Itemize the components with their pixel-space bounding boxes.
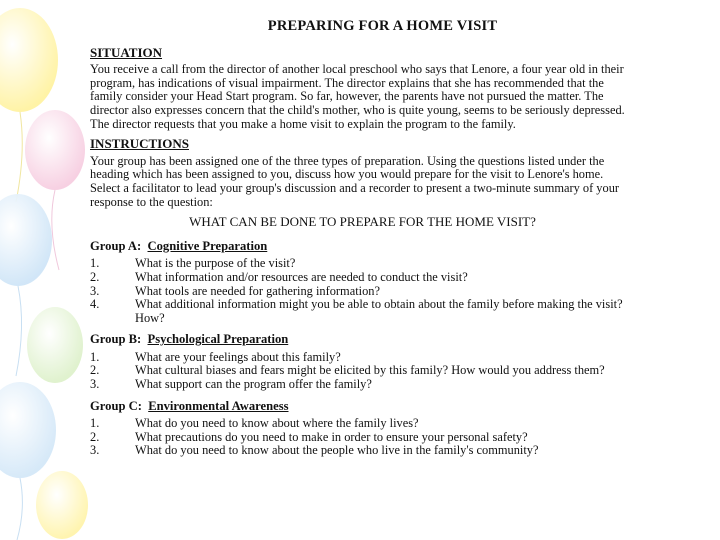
list-item xyxy=(90,257,635,271)
list-item xyxy=(90,431,635,445)
group-label: Group A: xyxy=(90,238,142,253)
handout-document xyxy=(90,20,635,466)
item-number: 3. xyxy=(90,443,100,458)
item-text: What cultural biases and fears might be elicited by this family? How would you address them? xyxy=(135,363,605,378)
instructions-heading: INSTRUCTIONS xyxy=(90,136,189,152)
item-text: What support can the program offer the family? xyxy=(135,377,372,392)
item-text: What information and/or resources are needed to conduct the visit? xyxy=(135,269,468,284)
list-item xyxy=(90,285,635,299)
item-number: 1. xyxy=(90,349,100,364)
group-name: Cognitive Preparation xyxy=(147,238,268,253)
situation-heading: SITUATION xyxy=(90,44,163,60)
group-a xyxy=(90,240,635,326)
group-label: Group C: xyxy=(90,398,142,413)
item-number: 1. xyxy=(90,416,100,431)
group-name: Environmental Awareness xyxy=(148,398,289,413)
item-text: What do you need to know about where the family lives? xyxy=(135,416,419,431)
list-item xyxy=(90,444,635,458)
item-number: 3. xyxy=(90,377,100,392)
group-heading xyxy=(90,333,635,347)
balloon-yellow-bottom xyxy=(36,471,88,539)
instructions-text: Your group has been assigned one of the three types of preparation. Using the questions listed under the heading which has been assigned to you, discuss how you would prepare for the visit to Lenore's home. Select a facilitator to lead your group's discussion and a recorder to present a two-minute summary of your response to the question: xyxy=(90,153,620,209)
item-number: 3. xyxy=(90,283,100,298)
question-list xyxy=(90,257,635,325)
item-number: 2. xyxy=(90,429,100,444)
balloon-green xyxy=(27,307,83,383)
situation-text: You receive a call from the director of another local preschool who says that Lenore, a four year old in their program, has indications of visual impairment. The director explains that she has recommended that the family consider your Head Start program. So far, however, the parents have not pursued the matter. The director also expresses concern that the child's mother, who is quite young, seems to be seriously depressed. The director requests that you make a home visit to explain the program to the family. xyxy=(90,62,625,131)
list-item xyxy=(90,364,635,378)
balloon-decoration xyxy=(0,0,90,540)
list-item xyxy=(90,417,635,431)
group-b xyxy=(90,333,635,391)
item-text: What do you need to know about the people who live in the family's community? xyxy=(135,443,539,458)
item-number: 2. xyxy=(90,363,100,378)
list-item xyxy=(90,298,635,325)
group-label: Group B: xyxy=(90,332,142,347)
item-text: What precautions do you need to make in order to ensure your personal safety? xyxy=(135,429,528,444)
page-title: PREPARING FOR A HOME VISIT xyxy=(267,18,498,34)
item-number: 4. xyxy=(90,297,100,312)
central-question: WHAT CAN BE DONE TO PREPARE FOR THE HOME VISIT? xyxy=(189,214,536,230)
list-item xyxy=(90,351,635,365)
group-heading xyxy=(90,400,635,414)
question-list xyxy=(90,417,635,458)
list-item xyxy=(90,378,635,392)
item-text: What are your feelings about this family? xyxy=(135,349,341,364)
group-heading xyxy=(90,240,635,254)
item-number: 2. xyxy=(90,269,100,284)
item-text: What tools are needed for gathering information? xyxy=(135,283,380,298)
question-list xyxy=(90,351,635,392)
group-name: Psychological Preparation xyxy=(147,332,289,347)
item-text: What additional information might you be able to obtain about the family before making the visit? How? xyxy=(135,297,623,325)
item-text: What is the purpose of the visit? xyxy=(135,256,296,271)
group-c xyxy=(90,400,635,458)
item-number: 1. xyxy=(90,256,100,271)
list-item xyxy=(90,271,635,285)
